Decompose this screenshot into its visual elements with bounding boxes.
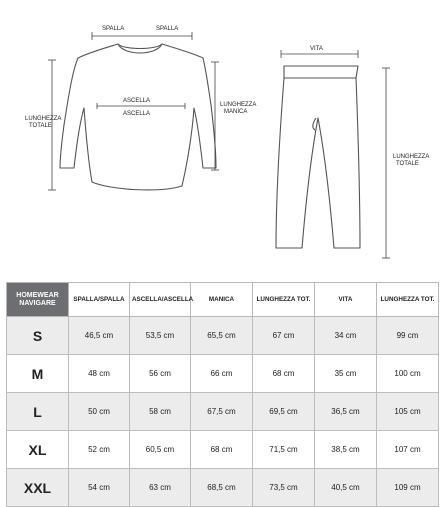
table-header-row bbox=[7, 283, 439, 317]
size-label: XL bbox=[7, 431, 69, 469]
header-vita: VITA bbox=[315, 283, 377, 317]
ascella-bottom-label: ASCELLA bbox=[123, 111, 151, 117]
cell-manica: 67,5 cm bbox=[191, 393, 253, 431]
shirt-lunghezza-label-1: LUNGHEZZA bbox=[25, 116, 62, 122]
cell-manica: 68,5 cm bbox=[191, 469, 253, 507]
cell-lunghezza-shirt: 69,5 cm bbox=[253, 393, 315, 431]
cell-manica: 66 cm bbox=[191, 355, 253, 393]
diagram-labels bbox=[25, 26, 429, 167]
cell-lunghezza-pants: 99 cm bbox=[377, 317, 439, 355]
cell-ascella: 53,5 cm bbox=[130, 317, 191, 355]
cell-manica: 68 cm bbox=[191, 431, 253, 469]
size-chart-table bbox=[6, 282, 439, 507]
brand-header bbox=[7, 283, 69, 317]
size-label: S bbox=[7, 317, 69, 355]
brand-line-2: NAVIGARE bbox=[19, 299, 56, 307]
brand-line-1: HOMEWEAR bbox=[16, 291, 59, 299]
cell-lunghezza-pants: 107 cm bbox=[377, 431, 439, 469]
cell-lunghezza-pants: 109 cm bbox=[377, 469, 439, 507]
header-ascella: ASCELLA/ASCELLA bbox=[130, 283, 191, 317]
cell-ascella: 63 cm bbox=[130, 469, 191, 507]
cell-lunghezza-shirt: 71,5 cm bbox=[253, 431, 315, 469]
cell-lunghezza-shirt: 73,5 cm bbox=[253, 469, 315, 507]
table-row bbox=[7, 317, 439, 355]
table-row bbox=[7, 355, 439, 393]
size-label: L bbox=[7, 393, 69, 431]
header-spalla: SPALLA/SPALLA bbox=[69, 283, 130, 317]
cell-vita: 34 cm bbox=[315, 317, 377, 355]
ascella-top-label: ASCELLA bbox=[123, 98, 151, 104]
shirt-totale-label: TOTALE bbox=[29, 123, 52, 129]
table-row bbox=[7, 469, 439, 507]
table-row bbox=[7, 393, 439, 431]
cell-ascella: 60,5 cm bbox=[130, 431, 191, 469]
spalla-left-label: SPALLA bbox=[102, 26, 125, 32]
cell-manica: 65,5 cm bbox=[191, 317, 253, 355]
cell-vita: 38,5 cm bbox=[315, 431, 377, 469]
cell-spalla: 52 cm bbox=[69, 431, 130, 469]
header-lunghezza-shirt: LUNGHEZZA TOT. bbox=[253, 283, 315, 317]
cell-vita: 40,5 cm bbox=[315, 469, 377, 507]
manica-lunghezza-label: LUNGHEZZA bbox=[220, 102, 257, 108]
manica-label: MANICA bbox=[224, 109, 248, 115]
pants-lunghezza-label: LUNGHEZZA bbox=[393, 154, 430, 160]
cell-vita: 35 cm bbox=[315, 355, 377, 393]
cell-spalla: 50 cm bbox=[69, 393, 130, 431]
cell-spalla: 54 cm bbox=[69, 469, 130, 507]
spalla-right-label: SPALLA bbox=[156, 26, 179, 32]
size-label: M bbox=[7, 355, 69, 393]
vita-label: VITA bbox=[310, 46, 323, 52]
pants-outline bbox=[276, 66, 360, 248]
size-label: XXL bbox=[7, 469, 69, 507]
cell-spalla: 46,5 cm bbox=[69, 317, 130, 355]
table-row bbox=[7, 431, 439, 469]
cell-lunghezza-shirt: 67 cm bbox=[253, 317, 315, 355]
cell-spalla: 48 cm bbox=[69, 355, 130, 393]
header-lunghezza-pants: LUNGHEZZA TOT. bbox=[377, 283, 439, 317]
cell-ascella: 58 cm bbox=[130, 393, 191, 431]
cell-lunghezza-shirt: 68 cm bbox=[253, 355, 315, 393]
cell-ascella: 56 cm bbox=[130, 355, 191, 393]
cell-lunghezza-pants: 105 cm bbox=[377, 393, 439, 431]
header-manica: MANICA bbox=[191, 283, 253, 317]
pants-totale-label: TOTALE bbox=[396, 161, 419, 167]
cell-lunghezza-pants: 100 cm bbox=[377, 355, 439, 393]
cell-vita: 36,5 cm bbox=[315, 393, 377, 431]
